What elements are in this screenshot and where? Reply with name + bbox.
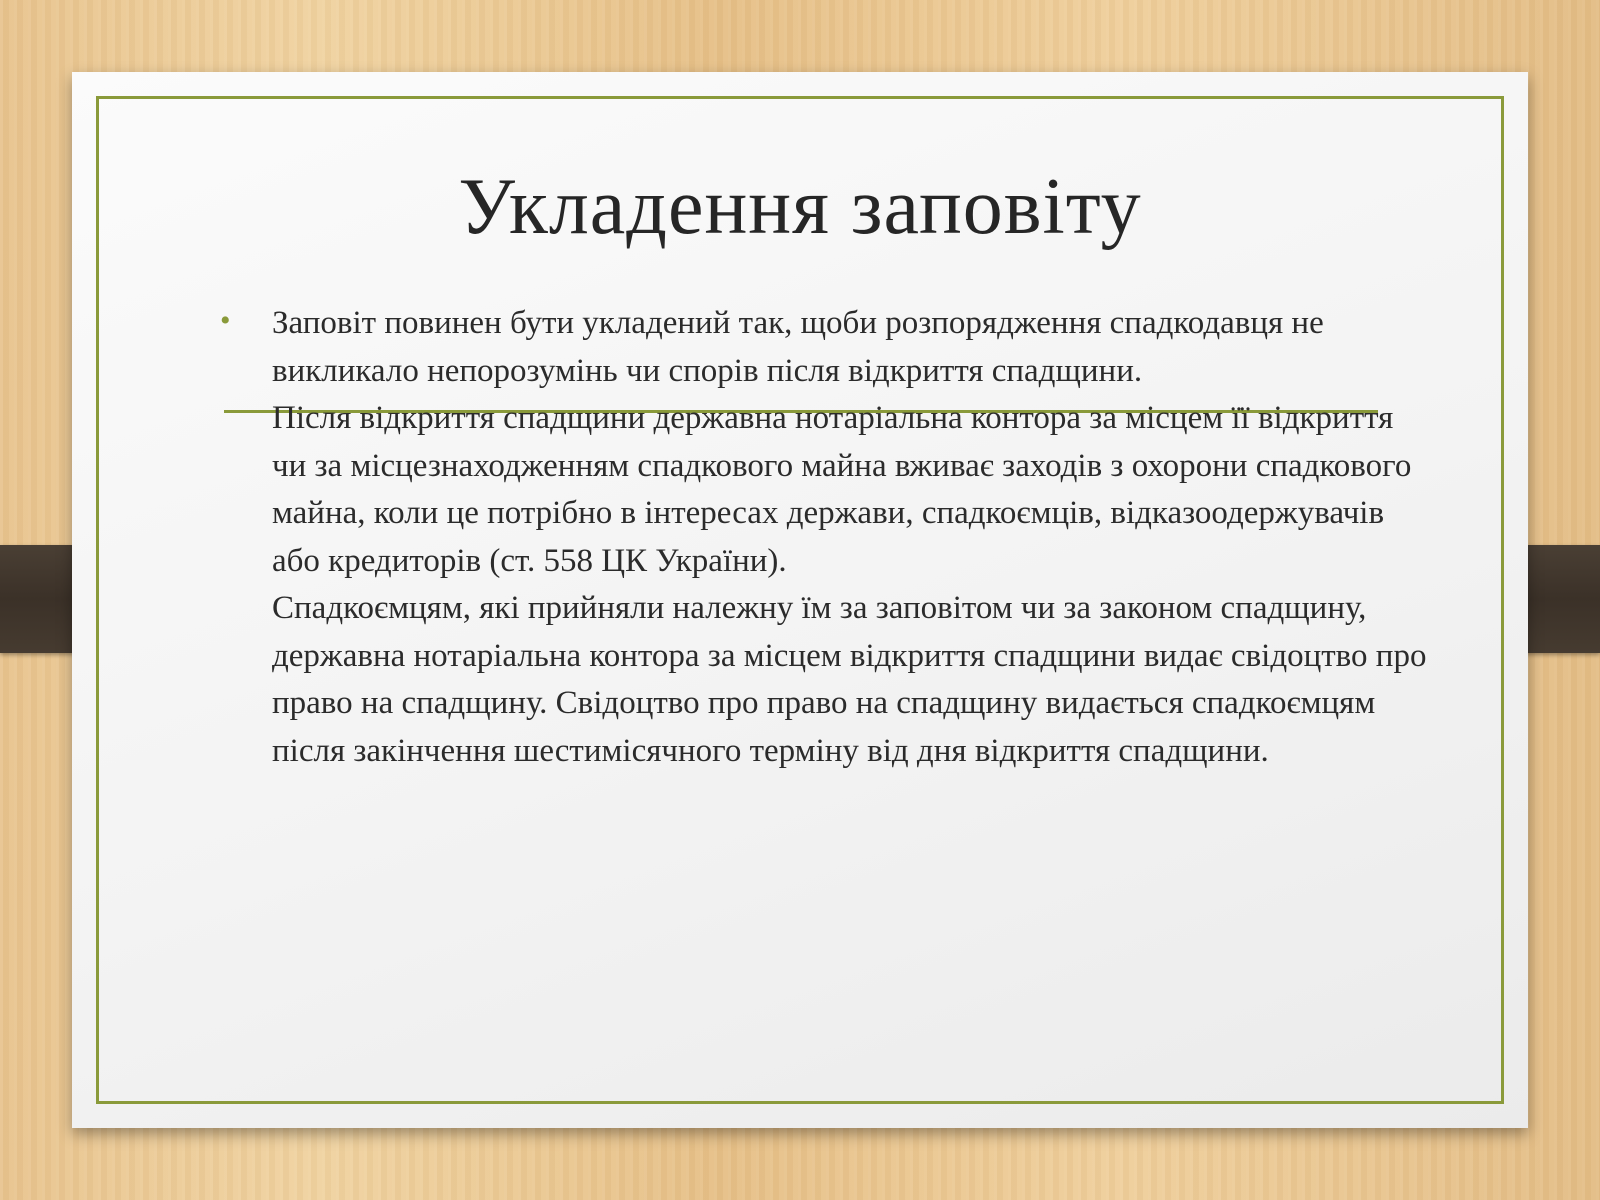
slide-body bbox=[272, 300, 1432, 775]
body-paragraph-2: Після відкриття спадщини державна нотаріальна контора за місцем її відкриття чи за місцезнаходженням спадкового майна вживає заходів з охорони спадкового майна, коли це потрібно в інтересах держави, спадкоємців, відказоодержувачів або кредиторів (ст. 558 ЦК України). bbox=[272, 400, 1412, 579]
slide-card bbox=[72, 72, 1528, 1128]
body-paragraph-1: Заповіт повинен бути укладений так, щоби розпорядження спадкодавця не викликало непорозумінь чи спорів після відкриття спадщини. bbox=[272, 305, 1324, 389]
slide-title: Укладення заповіту bbox=[458, 163, 1142, 251]
body-paragraph-3: Спадкоємцям, які прийняли належну їм за заповітом чи за законом спадщину, державна нотаріальна контора за місцем відкриття спадщини видає свідоцтво про право на спадщину. Свідоцтво про право на спадщину видається спадкоємцям після закінчення шестимісячного терміну від дня відкриття спадщини. bbox=[272, 590, 1427, 769]
bullet-dot-icon: • bbox=[220, 304, 231, 337]
